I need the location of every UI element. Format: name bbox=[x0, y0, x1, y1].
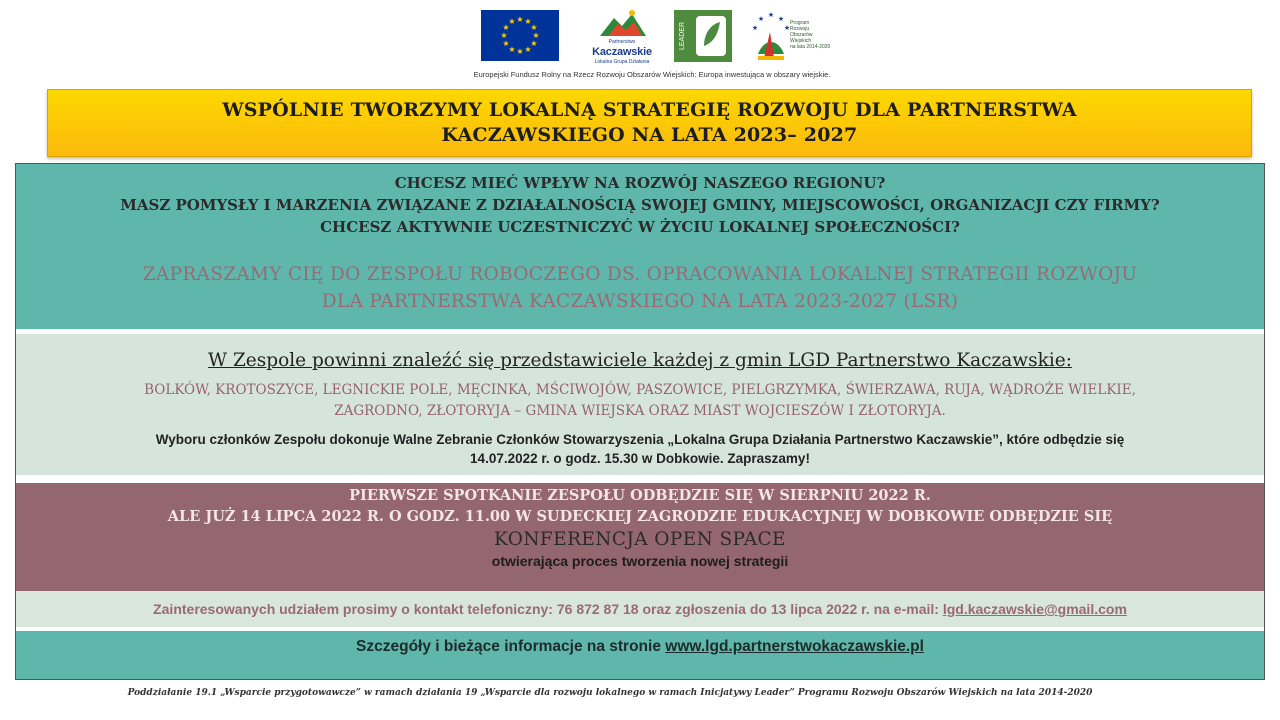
svg-text:★: ★ bbox=[532, 31, 540, 40]
website-link[interactable]: www.lgd.partnerstwokaczawskie.pl bbox=[665, 638, 924, 655]
svg-text:★: ★ bbox=[530, 39, 538, 48]
svg-text:★: ★ bbox=[757, 15, 765, 23]
svg-text:★: ★ bbox=[502, 23, 510, 32]
invite-line-2: DLA PARTNERSTWA KACZAWSKIEGO NA LATA 2023-2027 (LSR) bbox=[321, 291, 959, 312]
meeting-line-2: ALE JUŻ 14 LIPCA 2022 R. O GODZ. 11.00 W SUDECKIEJ ZAGRODZIE EDUKACYJNEJ W DOBKOWIE ODBĘDZIE SIĘ bbox=[167, 508, 1113, 525]
prow-text: Program Rozwoju Obszarów Wiejskich na lata 2014-2020 bbox=[790, 20, 831, 50]
svg-text:★: ★ bbox=[516, 15, 524, 24]
eu-flag-icon bbox=[481, 10, 559, 61]
details-section bbox=[16, 631, 1264, 679]
svg-text:★: ★ bbox=[777, 15, 785, 23]
svg-text:★: ★ bbox=[751, 24, 759, 32]
svg-text:★: ★ bbox=[516, 47, 524, 56]
eafrd-caption: Europejski Fundusz Rolny na Rzecz Rozwoju Obszarów Wiejskich: Europa inwestująca w obszary wiejskie. bbox=[473, 70, 831, 79]
details-text: Szczegóły i bieżące informacje na stronie www.lgd.partnerstwokaczawskie.pl bbox=[356, 638, 924, 655]
prow-logo bbox=[750, 8, 860, 68]
svg-text:★: ★ bbox=[508, 45, 516, 54]
leader-logo-icon bbox=[674, 10, 732, 62]
members-heading: W Zespole powinni znaleźć się przedstawiciele każdej z gmin LGD Partnerstwo Kaczawskie: bbox=[208, 350, 1072, 371]
footer-note: Poddziałanie 19.1 „Wsparcie przygotowawcze” w ramach działania 19 „Wsparcie dla rozwoju lokalnego w ramach Inicjatywy Leader” Programu Rozwoju Obszarów Wiejskich na lata 2014-2020 bbox=[127, 688, 1093, 698]
contact-text: Zainteresowanych udziałem prosimy o kontakt telefoniczny: 76 872 87 18 oraz zgłoszenia do 13 lipca 2022 r. na e-mail: lgd.kaczawskie@gmail.com bbox=[153, 601, 1127, 617]
title-line-1: WSPÓLNIE TWORZYMY LOKALNĄ STRATEGIĘ ROZWOJU DLA PARTNERSTWA bbox=[222, 99, 1077, 121]
gminy-line-2: ZAGRODNO, ZŁOTORYJA – GMINA WIEJSKA ORAZ MIAST WOJCIESZÓW I ZŁOTORYJA. bbox=[334, 403, 946, 419]
election-info-line-1: Wyboru członków Zespołu dokonuje Walne Zebranie Członków Stowarzyszenia „Lokalna Grupa Działania Partnerstwo Kaczawskie”, które odbędzie się bbox=[155, 432, 1125, 447]
title-banner bbox=[47, 89, 1252, 157]
svg-text:★: ★ bbox=[500, 31, 508, 40]
svg-text:★: ★ bbox=[502, 39, 510, 48]
question-1: CHCESZ MIEĆ WPŁYW NA ROZWÓJ NASZEGO REGIONU? bbox=[394, 174, 886, 192]
svg-text:★: ★ bbox=[783, 24, 791, 32]
logo-partnerstwo-text: Partnerstwo bbox=[608, 39, 636, 45]
prow-emblem-icon bbox=[750, 8, 792, 66]
svg-text:LEADER: LEADER bbox=[679, 21, 686, 50]
invite-line-1: ZAPRASZAMY CIĘ DO ZESPOŁU ROBOCZEGO DS. OPRACOWANIA LOKALNEJ STRATEGII ROZWOJU bbox=[142, 264, 1138, 285]
svg-text:★: ★ bbox=[508, 17, 516, 26]
svg-text:★: ★ bbox=[524, 17, 532, 26]
title-line-2: KACZAWSKIEGO NA LATA 2023– 2027 bbox=[441, 124, 858, 146]
question-3: CHCESZ AKTYWNIE UCZESTNICZYĆ W ŻYCIU LOKALNEJ SPOŁECZNOŚCI? bbox=[320, 218, 960, 236]
gminy-line-1: BOLKÓW, KROTOSZYCE, LEGNICKIE POLE, MĘCINKA, MŚCIWOJÓW, PASZOWICE, PIELGRZYMKA, ŚWIERZAWA, RUJA, WĄDROŻE WIELKIE, bbox=[144, 382, 1136, 398]
conference-title: KONFERENCJA OPEN SPACE bbox=[494, 529, 786, 550]
partnerstwo-kaczawskie-logo bbox=[582, 8, 662, 68]
main-panel bbox=[15, 163, 1265, 680]
logo-kaczawskie-text: Kaczawskie bbox=[592, 46, 652, 58]
svg-text:★: ★ bbox=[524, 45, 532, 54]
conference-subtitle: otwierająca proces tworzenia nowej strategii bbox=[491, 553, 789, 569]
logo-strip bbox=[478, 8, 878, 68]
svg-text:★: ★ bbox=[767, 11, 775, 19]
question-2: MASZ POMYSŁY I MARZENIA ZWIĄZANE Z DZIAŁALNOŚCIĄ SWOJEJ GMINY, MIEJSCOWOŚCI, ORGANIZACJI CZY FIRMY? bbox=[120, 196, 1160, 214]
email-link[interactable]: lgd.kaczawskie@gmail.com bbox=[942, 601, 1127, 617]
logo-lgd-text: Lokalna Grupa Działania bbox=[594, 59, 650, 65]
meeting-line-1: PIERWSZE SPOTKANIE ZESPOŁU ODBĘDZIE SIĘ W SIERPNIU 2022 R. bbox=[349, 487, 931, 504]
svg-text:★: ★ bbox=[530, 23, 538, 32]
members-section bbox=[16, 334, 1264, 475]
election-info-line-2: 14.07.2022 r. o godz. 15.30 w Dobkowie. Zapraszamy! bbox=[470, 451, 810, 466]
meeting-section bbox=[16, 483, 1264, 591]
mountains-icon bbox=[582, 8, 662, 40]
contact-section bbox=[16, 591, 1264, 627]
questions-section bbox=[16, 164, 1264, 329]
